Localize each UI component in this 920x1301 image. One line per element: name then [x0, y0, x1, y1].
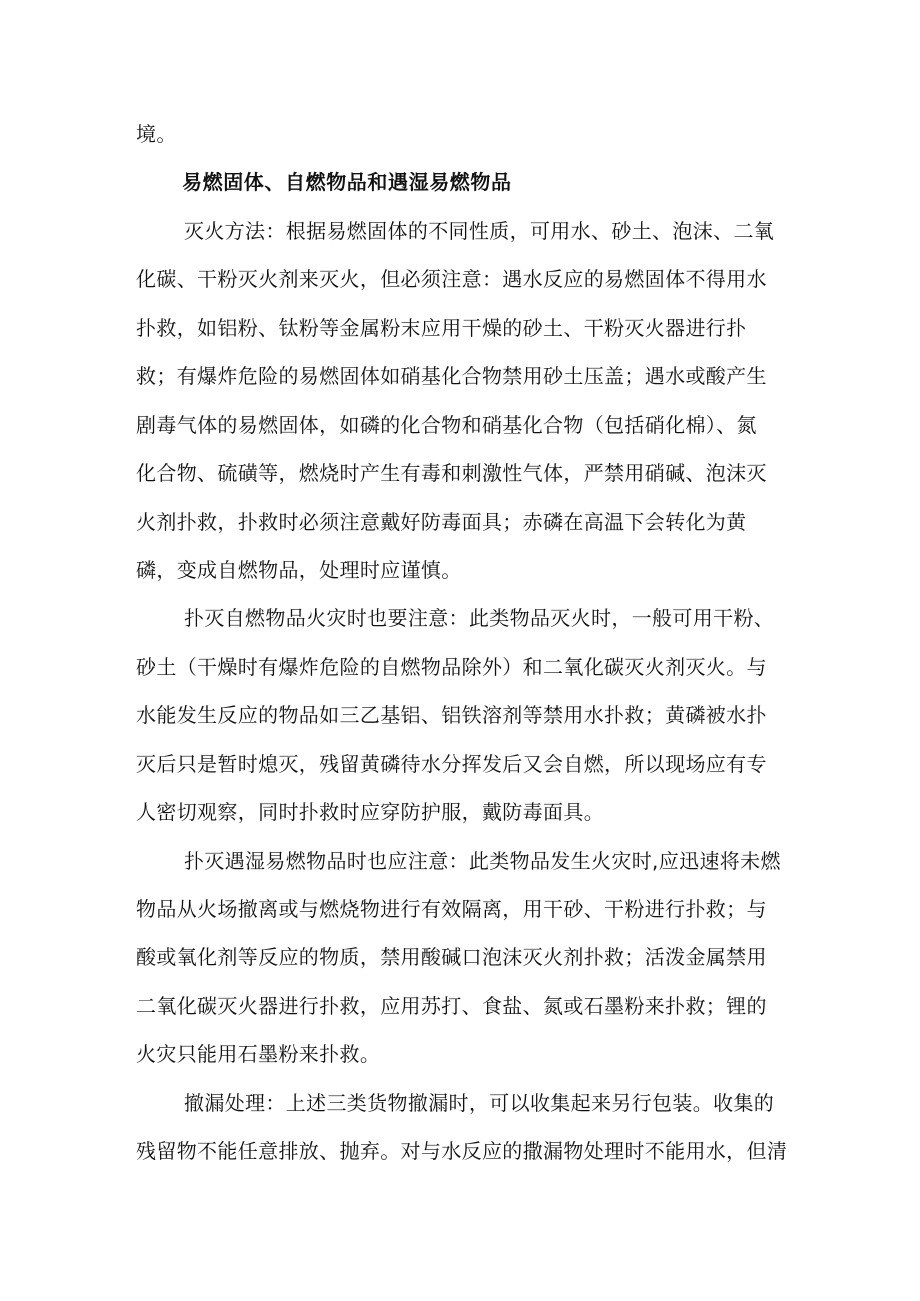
- paragraph-line: 磷，变成自燃物品，处理时应谨慎。: [136, 558, 462, 582]
- paragraph-line: 撤漏处理：上述三类货物撤漏时，可以收集起来另行包装。收集的: [184, 1091, 775, 1115]
- paragraph-line: 扑灭遇湿易燃物品时也应注意：此类物品发生火灾时,应迅速将未燃: [184, 849, 781, 873]
- paragraph-line: 境。: [136, 122, 177, 146]
- paragraph-line: 灭后只是暂时熄灭，残留黄磷待水分挥发后又会自燃，所以现场应有专: [136, 752, 767, 776]
- paragraph-line: 酸或氧化剂等反应的物质，禁用酸碱口泡沫灭火剂扑救；活泼金属禁用: [136, 945, 767, 969]
- section-heading: 易燃固体、自燃物品和遇湿易燃物品: [182, 170, 512, 194]
- paragraph-line: 砂土（干燥时有爆炸危险的自燃物品除外）和二氧化碳灭火剂灭火。与: [136, 655, 767, 679]
- paragraph-line: 残留物不能任意排放、抛弃。对与水反应的撒漏物处理时不能用水，但清: [136, 1139, 788, 1163]
- paragraph-line: 救；有爆炸危险的易燃固体如硝基化合物禁用砂土压盖；遇水或酸产生: [136, 364, 767, 388]
- paragraph-line: 扑救，如铝粉、钛粉等金属粉末应用干燥的砂土、干粉灭火器进行扑: [136, 316, 747, 340]
- paragraph-line: 人密切观察，同时扑救时应穿防护服，戴防毒面具。: [136, 800, 605, 824]
- paragraph-line: 扑灭自燃物品火灾时也要注意：此类物品灭火时，一般可用干粉、: [184, 606, 775, 630]
- paragraph-line: 火灾只能用石墨粉来扑救。: [136, 1042, 381, 1066]
- paragraph-line: 化碳、干粉灭火剂来灭火，但必须注意：遇水反应的易燃固体不得用水: [136, 267, 767, 291]
- paragraph-line: 物品从火场撤离或与燃烧物进行有效隔离，用干砂、干粉进行扑救；与: [136, 897, 767, 921]
- paragraph-line: 二氧化碳灭火器进行扑救，应用苏打、食盐、氮或石墨粉来扑救；锂的: [136, 994, 767, 1018]
- paragraph-line: 剧毒气体的易燃固体，如磷的化合物和硝基化合物（包括硝化棉）、氮: [136, 413, 757, 437]
- paragraph-line: 灭火方法：根据易燃固体的不同性质，可用水、砂土、泡沫、二氧: [184, 219, 775, 243]
- paragraph-line: 火剂扑救，扑救时必须注意戴好防毒面具；赤磷在高温下会转化为黄: [136, 510, 747, 534]
- paragraph-line: 水能发生反应的物品如三乙基铝、铝铁溶剂等禁用水扑救；黄磷被水扑: [136, 703, 767, 727]
- paragraph-line: 化合物、硫磺等，燃烧时产生有毒和刺激性气体，严禁用硝碱、泡沫灭: [136, 461, 767, 485]
